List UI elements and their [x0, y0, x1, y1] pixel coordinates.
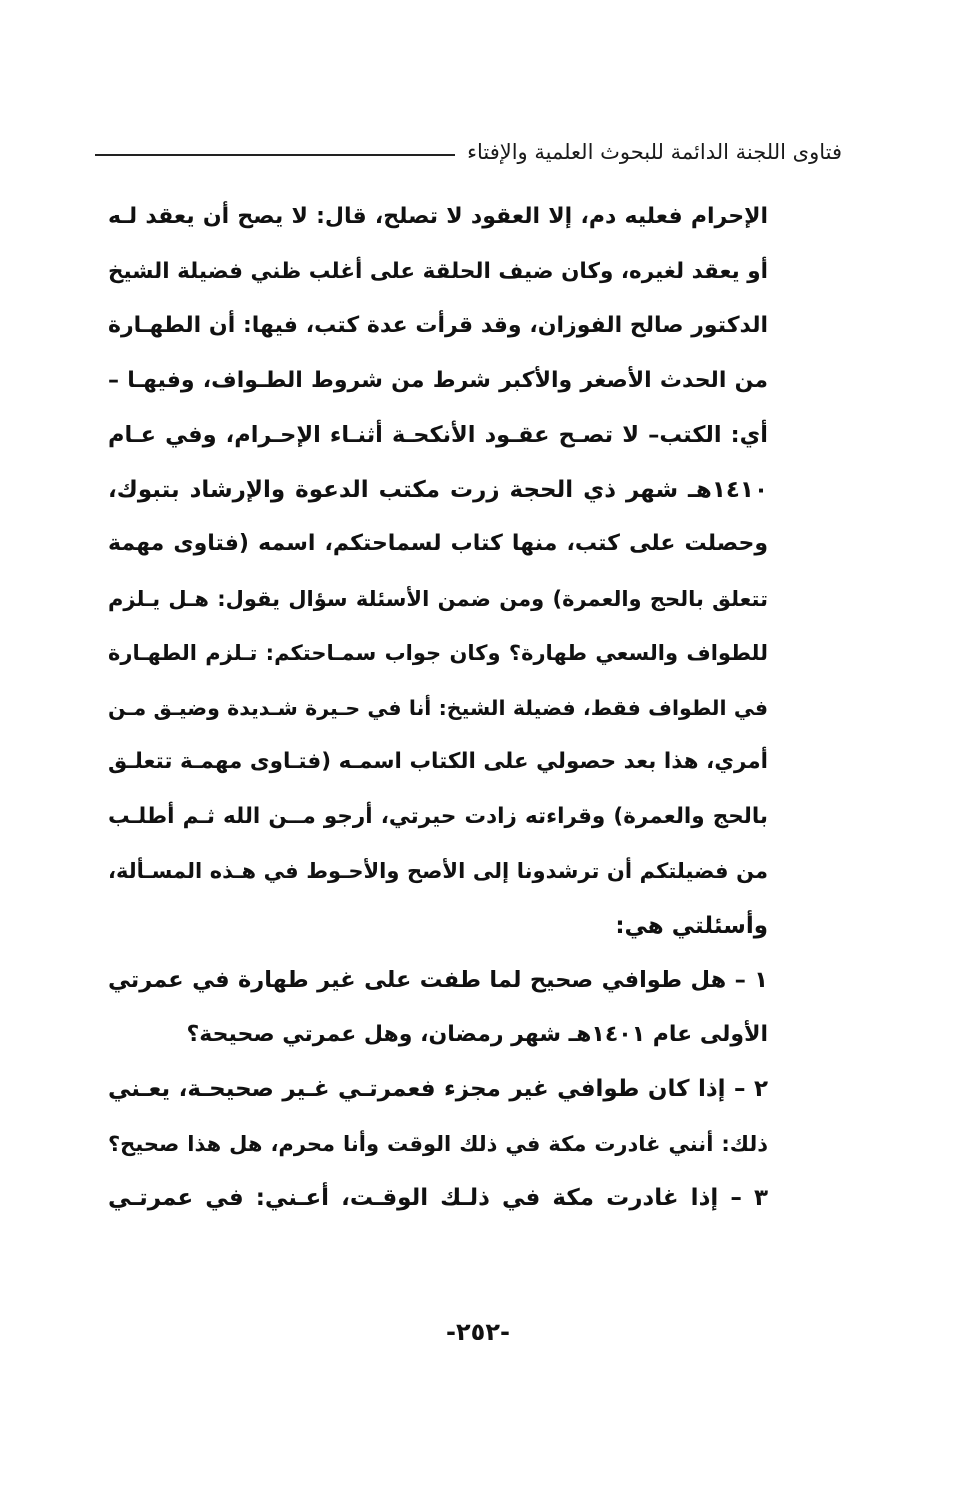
text-line: وأسئلتي هي:: [615, 912, 768, 939]
question-line: ٣ – إذا غادرت مكة في ذلـك الوقـت، أعـني: في عمرتـي: [108, 1185, 768, 1211]
question-line: ذلك: أنني غادرت مكة في ذلك الوقت وأنا محرم، هل هذا صحيح؟: [108, 1131, 768, 1156]
question-line: ٢ – إذا كان طوافي غير مجزء فعمرتـي غـير صحيحـة، يعـني: [108, 1076, 768, 1102]
text-line: من الحدث الأصغر والأكبر شرط من شروط الطـواف، وفيهـا –: [108, 367, 768, 393]
text-line: ١٤١٠هـ شهر ذي الحجة زرت مكتب الدعوة والإرشاد بتبوك،: [108, 476, 768, 503]
running-header: [95, 132, 842, 172]
header-rule: [95, 154, 455, 156]
text-line: أي: الكتب– لا تصـح عقـود الأنكحـة أثنـاء الإحـرام، وفي عـام: [108, 422, 768, 448]
text-line: من فضيلتكم أن ترشدونا إلى الأصح والأحـوط في هـذه المسـألة،: [108, 859, 768, 883]
text-line: تتعلق بالحج والعمرة) ومن ضمن الأسئلة سؤال يقول: هـل يـلزم: [108, 586, 768, 611]
text-line: الدكتور صالح الفوزان، وقد قرأت عدة كتب، فيها: أن الطهـارة: [108, 313, 768, 338]
page-number: -٢٥٢-: [446, 1318, 510, 1346]
text-line: الإحرام فعليه دم، إلا العقود لا تصلح، قال: لا يصح أن يعقد لـه: [108, 204, 768, 229]
question-line: الأولى عام ١٤٠١هـ شهر رمضان، وهل عمرتي صحيحة؟: [186, 1021, 768, 1047]
question-line: ١ – هل طوافي صحيح لما طفت على غير طهارة في عمرتي: [108, 967, 768, 993]
body-text: [108, 190, 768, 1226]
text-line: في الطواف فقط، فضيلة الشيخ: أنا في حـيرة شـديدة وضيـق مـن: [108, 695, 768, 720]
text-line: أو يعقد لغيره، وكان ضيف الحلقة على أغلب ظني فضيلة الشيخ: [108, 258, 768, 284]
text-line: أمري، هذا بعد حصولي على الكتاب اسمـه (فتـاوى مهمـة تتعلـق: [108, 749, 768, 774]
running-title: فتاوى اللجنة الدائمة للبحوث العلمية والإفتاء: [467, 140, 842, 164]
text-line: بالحج والعمرة) وقراءته زادت حيرتي، أرجو مــن الله ثـم أطلـب: [108, 803, 768, 829]
text-line: للطواف والسعي طهارة؟ وكان جواب سمـاحتكم: تـلزم الطهـارة: [108, 641, 768, 665]
text-line: وحصلت على كتب، منها كتاب لسماحتكم، اسمه (فتاوى مهمة: [108, 531, 768, 556]
